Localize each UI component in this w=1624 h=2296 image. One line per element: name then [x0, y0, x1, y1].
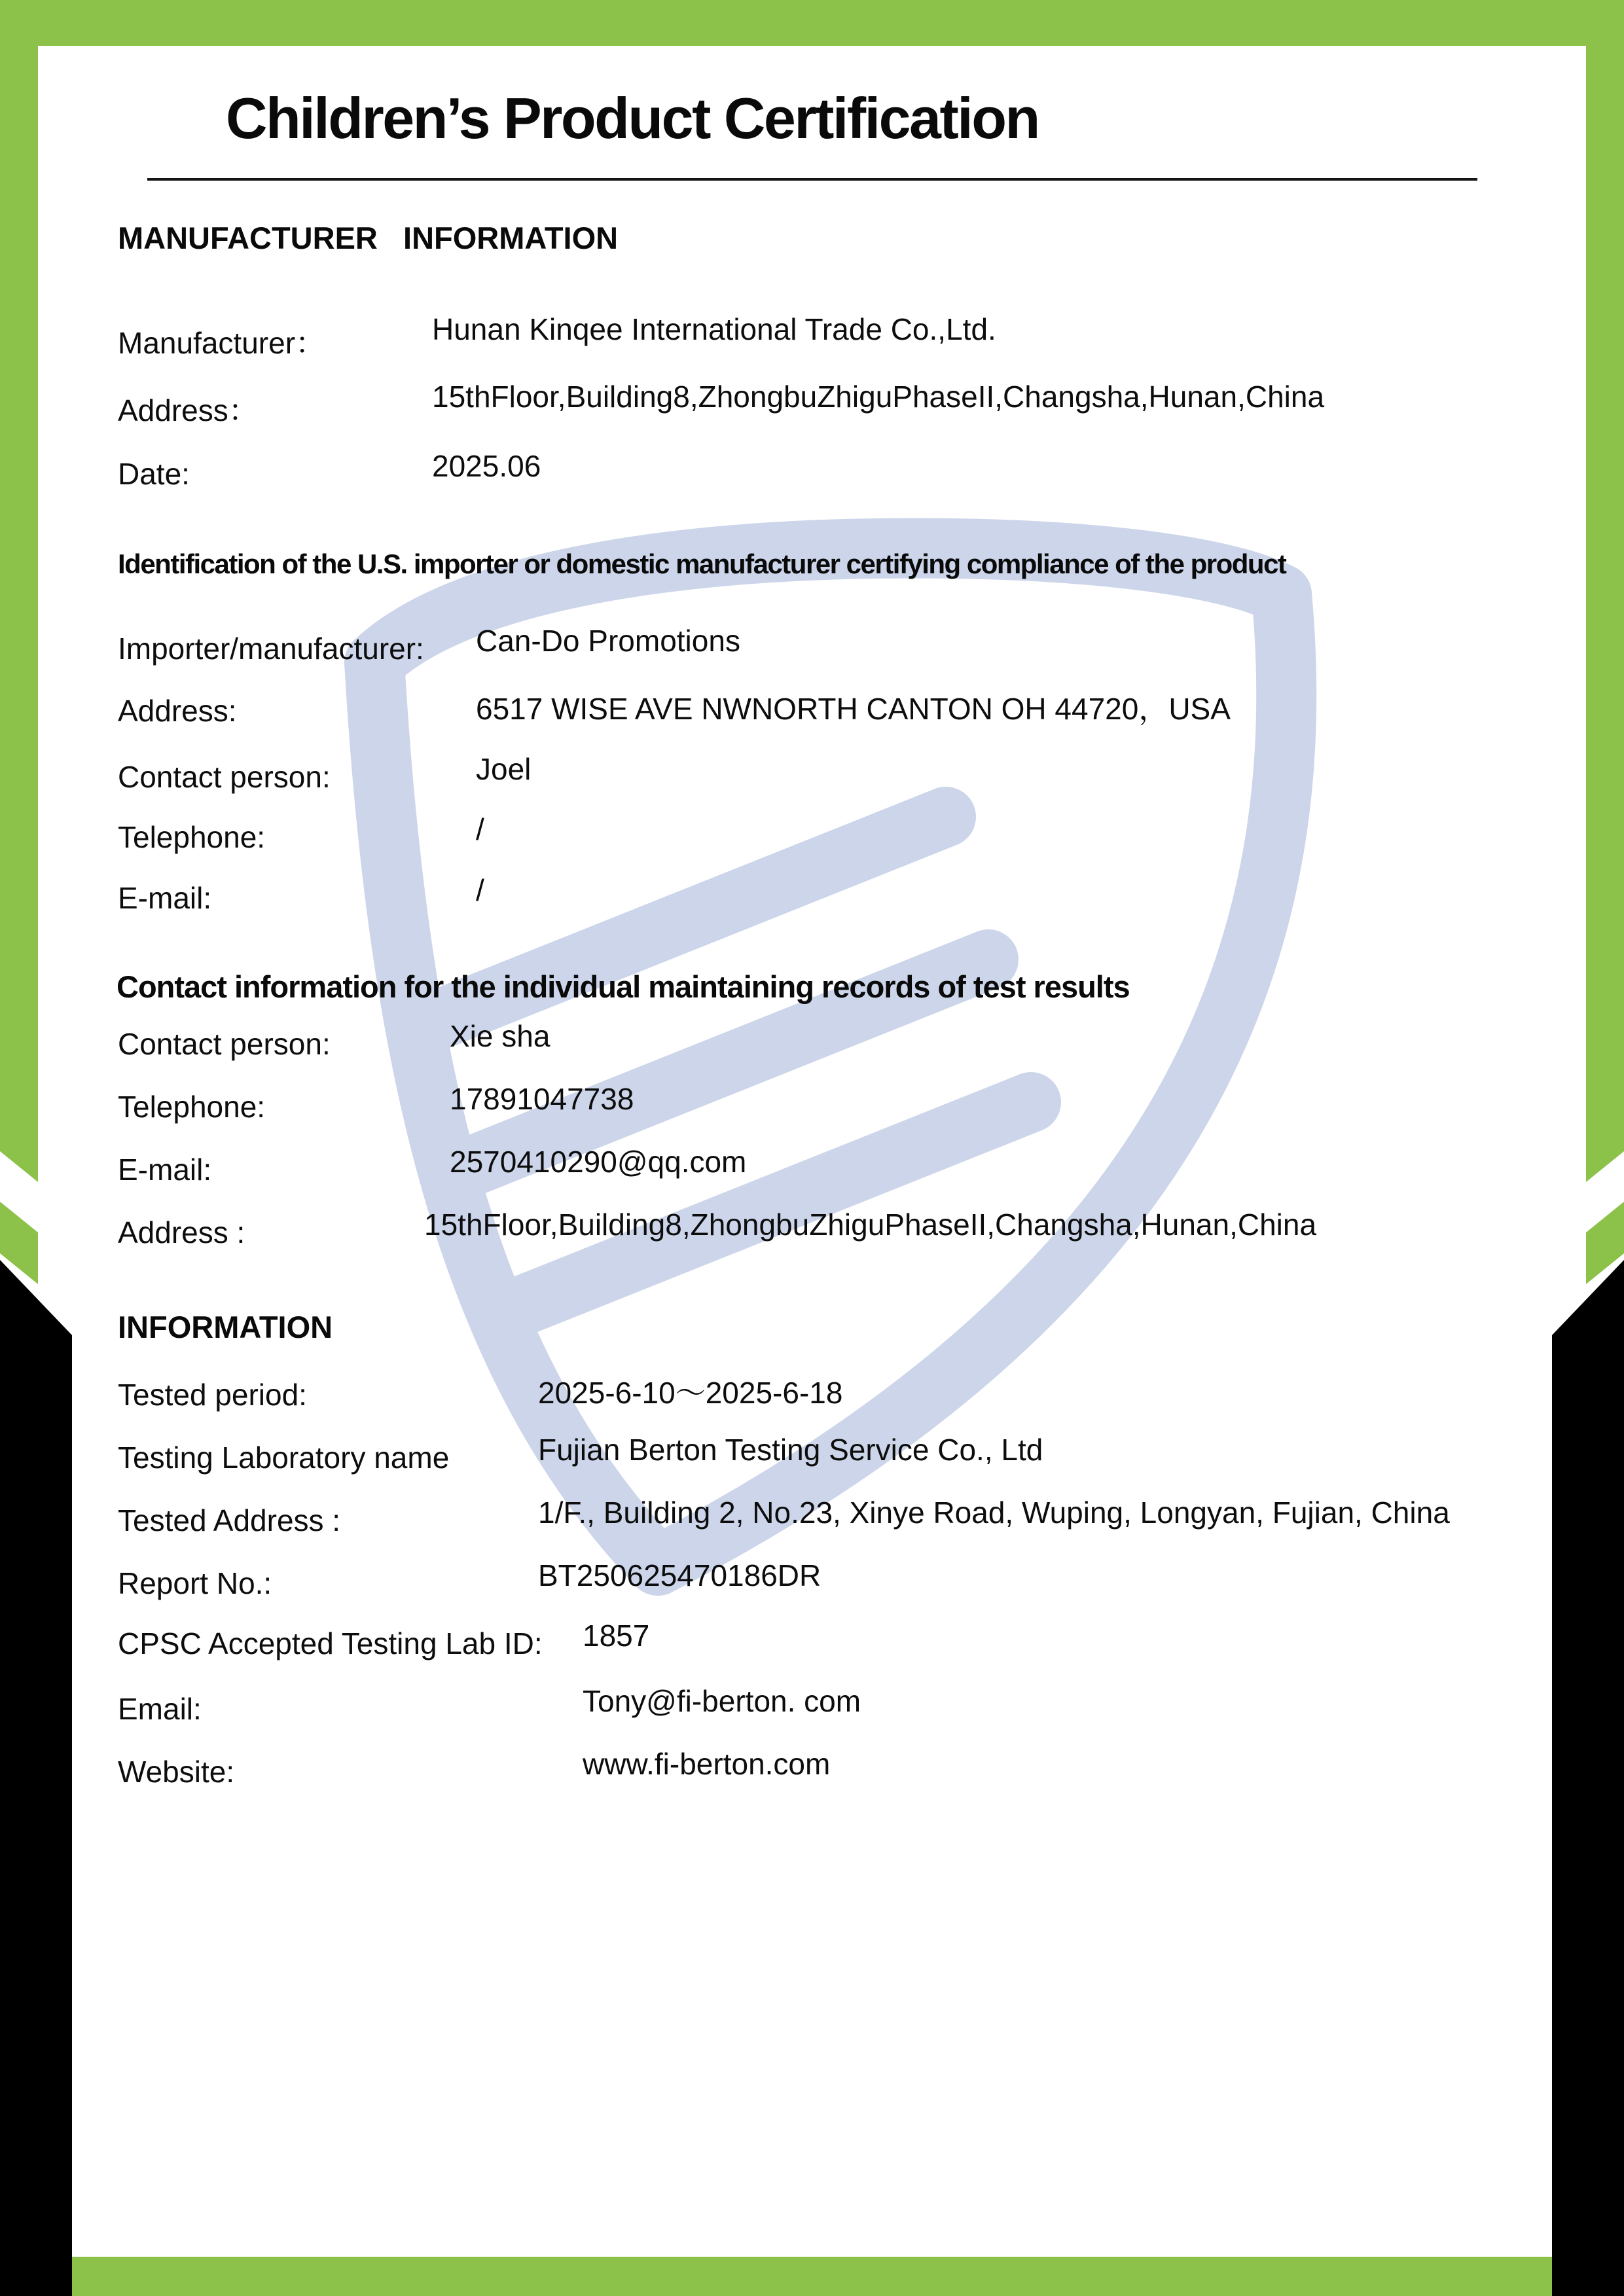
field-label: Telephone: [118, 1090, 266, 1124]
field-row-importer-telephone [0, 812, 1624, 859]
field-value: www.fi-berton.com [583, 1747, 831, 1781]
field-label: Manufacturer： [118, 326, 326, 360]
field-label: Website: [118, 1755, 235, 1789]
field-label: Testing Laboratory name [118, 1441, 450, 1475]
field-row-records-address [0, 1208, 1624, 1254]
field-label: Importer/manufacturer: [118, 632, 424, 666]
green-left-bar [0, 0, 38, 1182]
field-row-records-contact [0, 1019, 1624, 1066]
field-row-manufacturer [0, 312, 1624, 360]
field-row-lab-name [0, 1433, 1624, 1479]
page-title: Children’s Product Certification [226, 86, 1039, 151]
field-row-lab-website [0, 1747, 1624, 1793]
field-label: Address : [118, 1215, 245, 1249]
field-label: Address： [118, 393, 259, 427]
green-bottom-band [72, 2257, 1552, 2296]
field-row-report-no [0, 1558, 1624, 1605]
field-value: 1857 [583, 1619, 650, 1653]
field-label: Tested Address : [118, 1503, 341, 1537]
field-value: 2025-6-10～2025-6-18 [538, 1376, 843, 1410]
green-right-bar [1586, 0, 1624, 1182]
field-label: Email: [118, 1692, 202, 1726]
field-value: Fujian Berton Testing Service Co., Ltd [538, 1433, 1043, 1467]
field-label: E-mail: [118, 881, 212, 915]
field-label: Telephone: [118, 820, 266, 854]
field-value: 6517 WISE AVE NWNORTH CANTON OH 44720，USA [476, 692, 1231, 726]
field-label: Date: [118, 457, 190, 491]
section-heading-information: INFORMATION [118, 1310, 333, 1344]
field-row-importer-address [0, 693, 1624, 732]
field-label: Tested period: [118, 1378, 307, 1412]
field-row-tested-address [0, 1496, 1624, 1542]
field-value: Xie sha [450, 1019, 550, 1053]
section-heading-importer: Identification of the U.S. importer or domestic manufacturer certifying compliance of the product [118, 548, 1286, 579]
field-row-tested-period [0, 1377, 1624, 1416]
field-label: Address: [118, 694, 237, 728]
field-value: 17891047738 [450, 1082, 634, 1116]
field-row-address [0, 380, 1624, 427]
title-underline [147, 178, 1477, 181]
field-row-lab-email [0, 1684, 1624, 1731]
field-value: Joel [476, 752, 532, 786]
field-value: / [476, 873, 484, 907]
field-value: Hunan Kinqee International Trade Co.,Ltd. [432, 312, 996, 346]
field-value: 1/F., Building 2, No.23, Xinye Road, Wuping, Longyan, Fujian, China [538, 1496, 1450, 1530]
field-row-importer [0, 624, 1624, 670]
field-row-date [0, 449, 1624, 495]
field-label: Contact person: [118, 760, 331, 794]
field-label: Contact person: [118, 1027, 331, 1061]
field-row-cpsc-lab-id [0, 1619, 1624, 1665]
field-row-records-telephone [0, 1082, 1624, 1128]
section-heading-records: Contact information for the individual maintaining records of test results [117, 969, 1130, 1004]
field-value: 15thFloor,Building8,ZhongbuZhiguPhaseII,Changsha,Hunan,China [432, 380, 1325, 414]
field-value: Can-Do Promotions [476, 624, 740, 658]
field-value: BT250625470186DR [538, 1558, 821, 1592]
field-row-records-email [0, 1145, 1624, 1191]
green-top-band [0, 0, 1624, 46]
field-value: / [476, 812, 484, 846]
field-label: Report No.: [118, 1566, 272, 1600]
field-value: 15thFloor,Building8,ZhongbuZhiguPhaseII,Changsha,Hunan,China [424, 1208, 1317, 1242]
field-row-importer-email [0, 873, 1624, 920]
field-label: CPSC Accepted Testing Lab ID: [118, 1626, 543, 1660]
field-value: 2570410290@qq.com [450, 1145, 747, 1179]
field-value: Tony@fi-berton. com [583, 1684, 861, 1718]
section-heading-manufacturer: MANUFACTURER INFORMATION [118, 221, 619, 255]
field-row-importer-contact [0, 752, 1624, 798]
field-value: 2025.06 [432, 449, 541, 483]
field-label: E-mail: [118, 1153, 212, 1187]
